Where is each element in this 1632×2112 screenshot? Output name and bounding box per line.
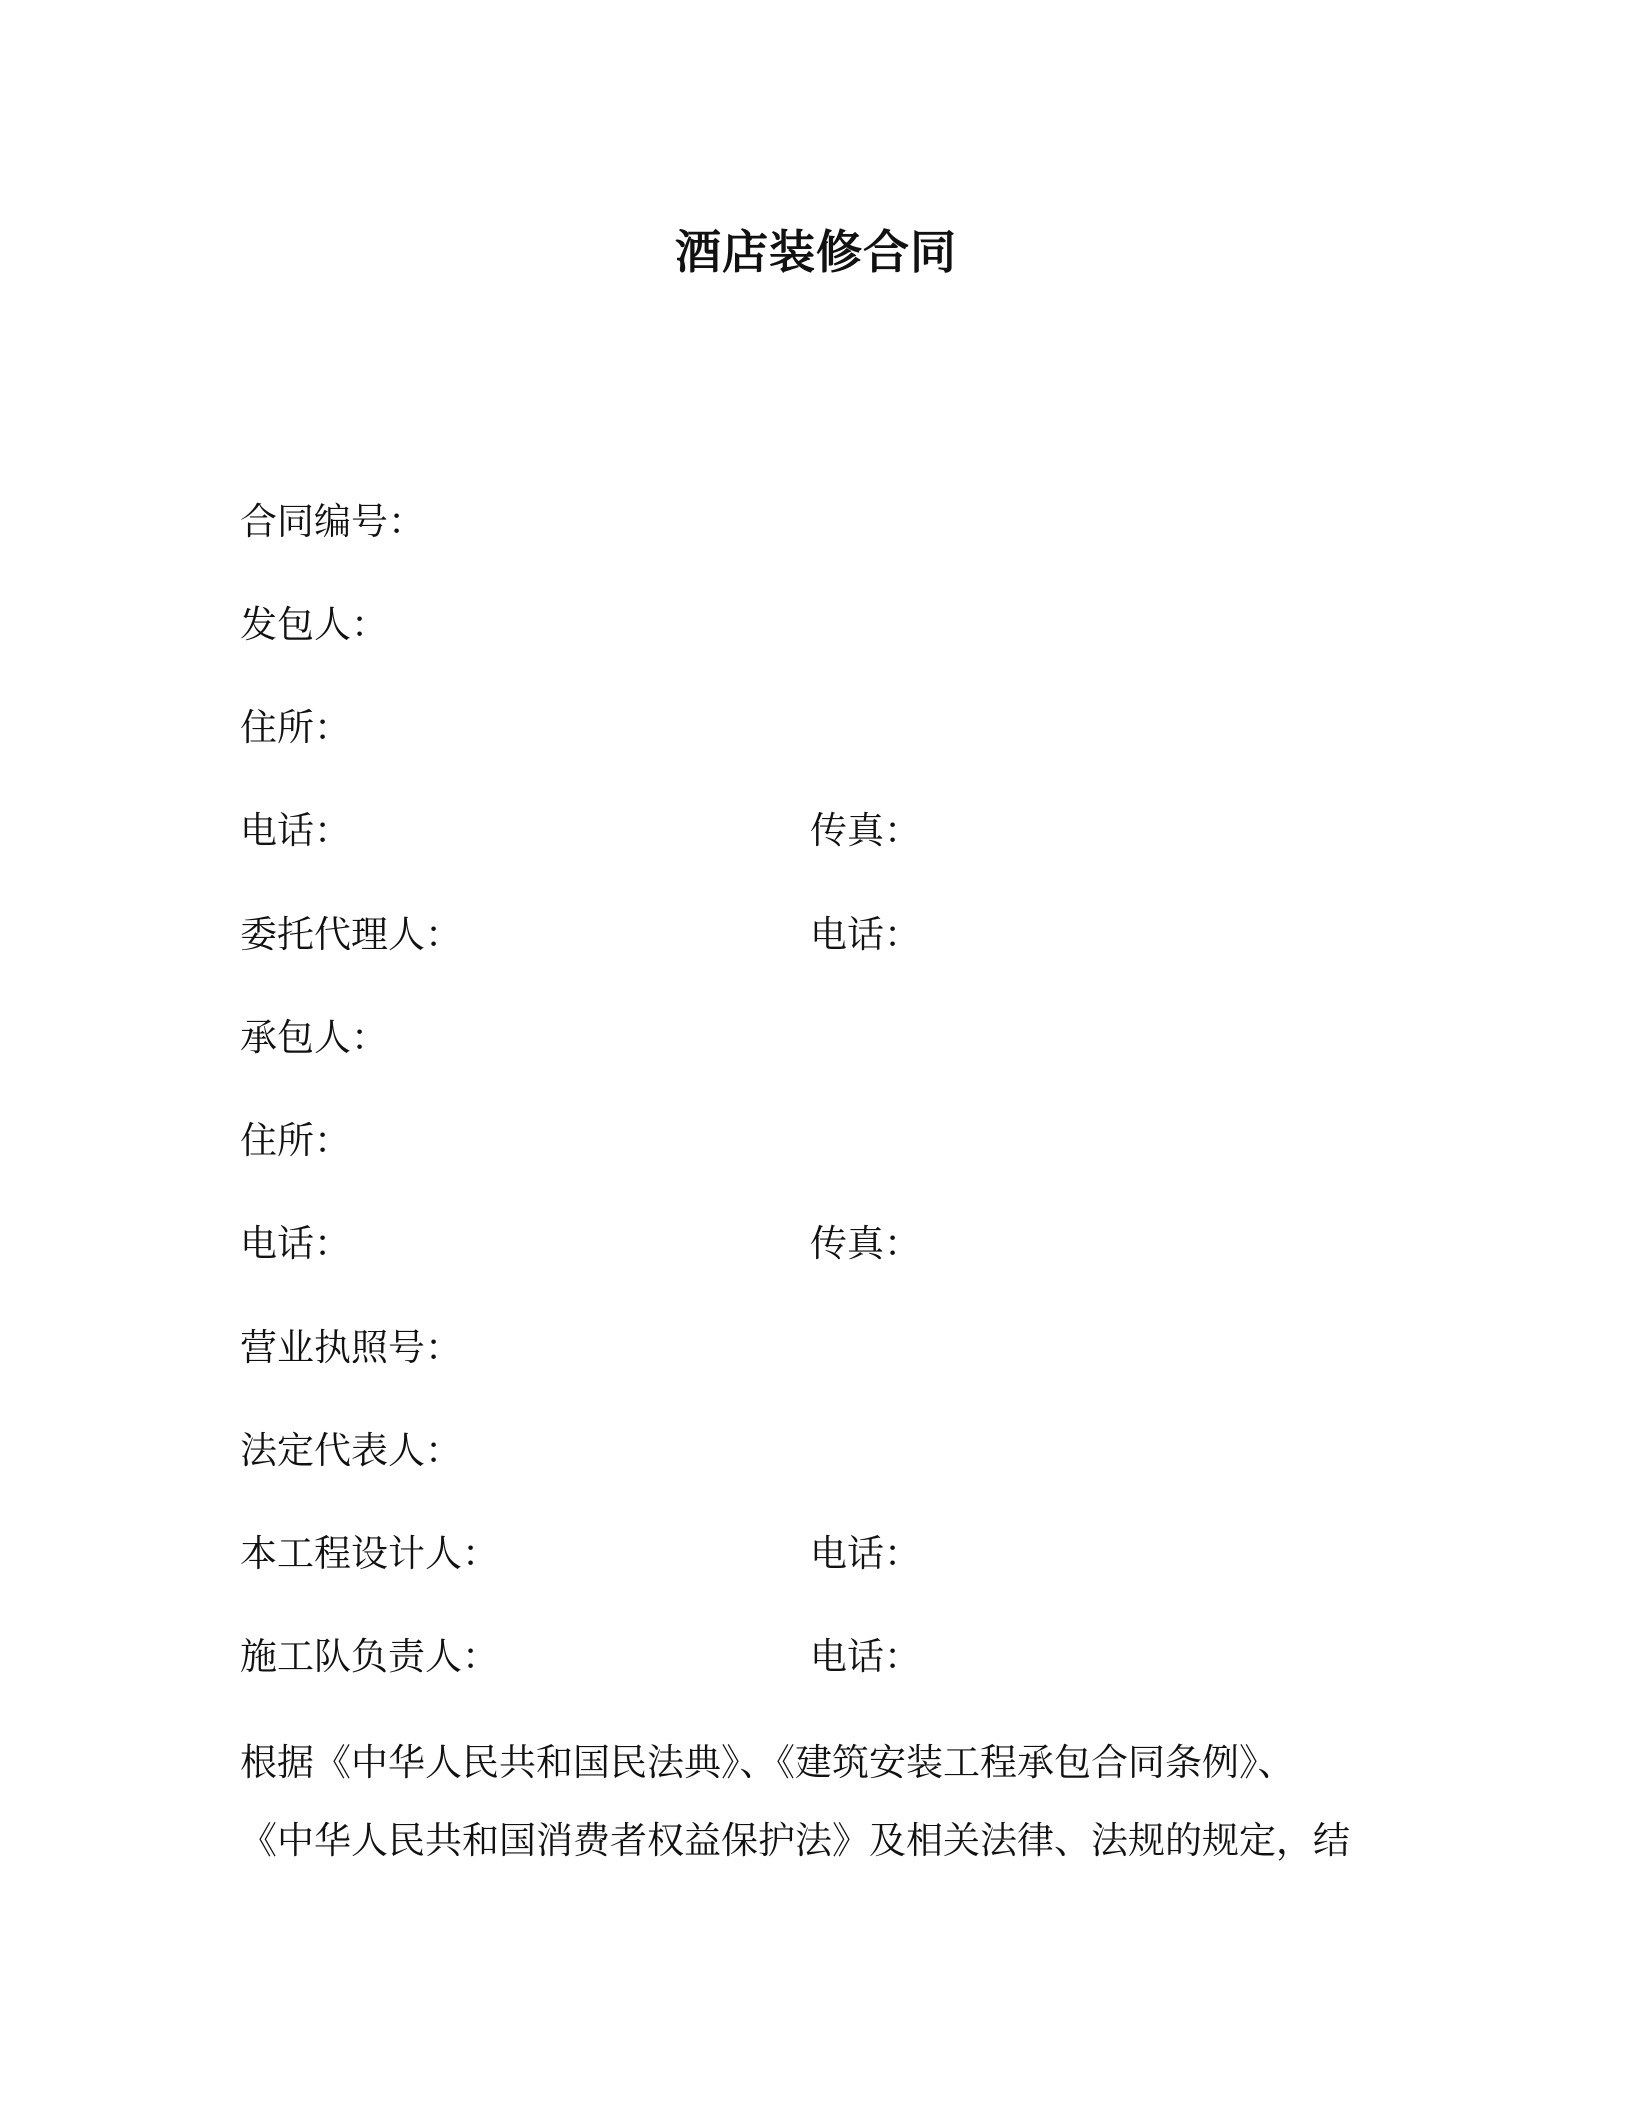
field-label: 本工程设计人： <box>240 1532 499 1575</box>
field-right-label: 传真： <box>810 1222 921 1265</box>
paragraph-line: 《中华人民共和国消费者权益保护法》及相关法律、法规的规定，结 <box>240 1819 1350 1862</box>
field-label: 委托代理人： <box>240 913 462 956</box>
field-label: 法定代表人： <box>240 1429 462 1472</box>
field-employer-phone-fax <box>240 803 1440 859</box>
field-label: 电话： <box>240 809 351 852</box>
field-label: 施工队负责人： <box>240 1635 499 1678</box>
field-contractor <box>240 1010 1440 1066</box>
field-contractor-address <box>240 1113 1440 1169</box>
document-title: 酒店装修合同 <box>675 225 957 279</box>
field-right-label: 电话： <box>810 913 921 956</box>
field-label: 合同编号： <box>240 500 425 543</box>
field-construction-lead <box>240 1629 1440 1685</box>
field-label: 承包人： <box>240 1016 388 1059</box>
field-legal-representative <box>240 1423 1440 1479</box>
field-label: 住所： <box>240 706 351 749</box>
field-agent <box>240 907 1440 963</box>
field-label: 营业执照号： <box>240 1326 462 1369</box>
field-right-label: 电话： <box>810 1635 921 1678</box>
field-label: 电话： <box>240 1222 351 1265</box>
field-employer-address <box>240 700 1440 756</box>
field-designer <box>240 1526 1440 1582</box>
body-paragraph <box>240 1724 1370 1880</box>
field-label: 住所： <box>240 1119 351 1162</box>
field-right-label: 电话： <box>810 1532 921 1575</box>
field-label: 发包人： <box>240 603 388 646</box>
paragraph-line: 根据《中华人民共和国民法典》、《建筑安装工程承包合同条例》、 <box>240 1741 1295 1784</box>
field-right-label: 传真： <box>810 809 921 852</box>
field-employer <box>240 597 1440 653</box>
field-contract-number <box>240 494 1440 550</box>
field-business-license <box>240 1320 1440 1376</box>
field-contractor-phone-fax <box>240 1216 1440 1272</box>
